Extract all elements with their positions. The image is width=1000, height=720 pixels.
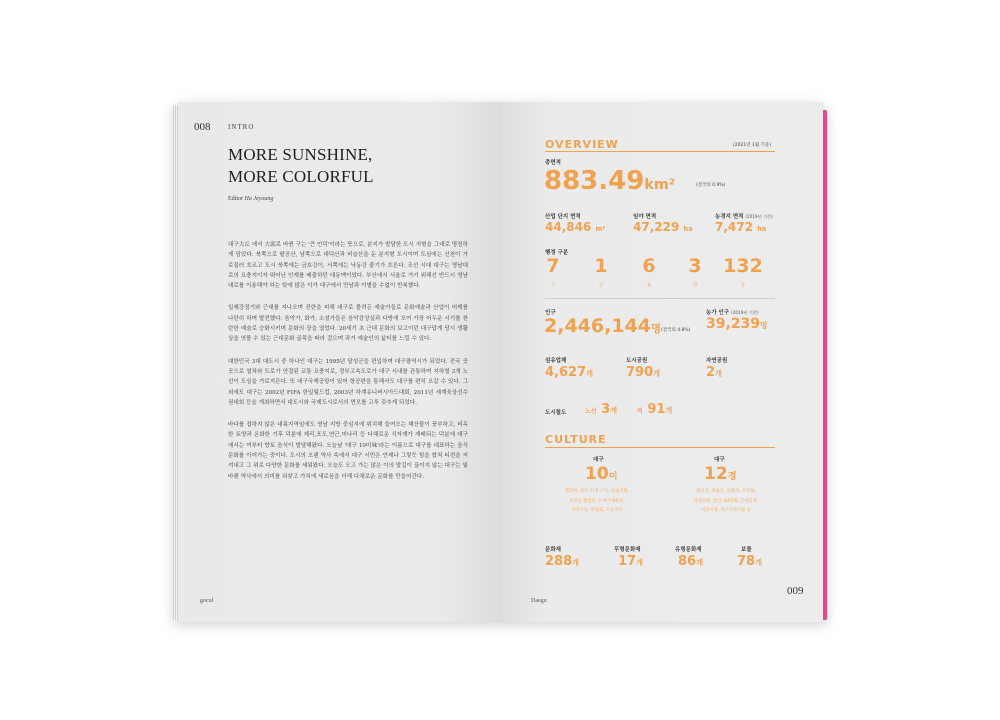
farmland-value: [715, 220, 766, 234]
footer-left: gocul: [200, 598, 214, 604]
paragraph-4: 바다를 접하지 않은 내륙지역임에도 영남 지방 중심지에 위치해 들여오는 해산물이 풍부하고, 비옥한 토양과 온화한 기후 덕분에 제리,포도,연근,미나리 등 다채로운 식자재가 재배되는 덕분에 대구에서는 여부터 향토 음식이 발달해왔다. 오늘날 '대구 10미味'라는 이름으로 대구를 대표하는 음식 문화를 이어가는 중이다. 도시의 오랜 역사 속에서 대구 시민은 언제나 그렇듯 힘을 합쳐 티전을 지켜내고 그 위로 다양한 문화를 세워왔다. 오늘도 오고 가는 많은 이의 발길이 끊이지 않는 대구는 빛바랜 역사에서 의미를 되찾고 가치에 새로움을 더해 다채로운 문화를 만들어간다.: [228, 422, 468, 480]
farmland-unit: ha: [757, 225, 767, 233]
fiber-number: 4,627: [545, 365, 587, 380]
page-title: [228, 144, 374, 188]
farmland-label-text: 농경지 면적: [715, 214, 744, 220]
park-value: [626, 365, 660, 380]
scene-value: [704, 464, 737, 484]
food-label: 대구: [593, 457, 604, 463]
farmland-label: [715, 212, 773, 220]
paragraph-1: 대구大丘 에서 大邱로 바뀐 구는 '큰 언덕'이라는 뜻으로, 분지가 발달한 도시 지형을 그대로 명징하게 담았다. 북쪽으로 팔공산, 남쪽으로 대덕산과 비슬산을 둔 분지형 도시이며 도심에는 신천이 가로질러 흐르고 도시 북쪽에는 금호강이, 서쪽에는 낙동강 줄기가 흐른다. 조선 시대 대구는 영남대로의 요충지이자 뛰어난 인재를 배출하던 대동맥이었다. 부산에서 서울로 가기 위해선 반드시 영남대로를 이용해야 하는 탓에 많은 이가 대구에서 만남과 이별을 수없이 반복했다.: [228, 242, 468, 290]
industrial-label: 산업 단지 면적: [545, 214, 581, 220]
farm-pop-label: [706, 308, 759, 316]
food-unit: 미: [608, 471, 618, 482]
heritage-value: [545, 554, 579, 569]
station-label: 역: [637, 408, 643, 415]
food-number: 10: [585, 464, 609, 484]
food-list-line-3: 야끼우동, 무침회, 누른국수: [571, 508, 623, 513]
scene-list-line-2: 달성공원, 앞산, 83타워, 근대골목,: [693, 498, 759, 504]
forest-number: 47,229: [633, 220, 680, 234]
station-number: 91: [647, 402, 666, 417]
farmland-note: (2019년 기준): [745, 214, 773, 219]
treasure-value: [737, 554, 762, 569]
culture-title: CULTURE: [545, 433, 607, 446]
admin-label: 행정 구분: [545, 250, 569, 256]
intangible-label: 무형문화재: [614, 547, 641, 553]
industrial-number: 44,846: [545, 220, 592, 234]
footer-right: Daegu: [531, 598, 547, 604]
farm-pop-label-text: 농가 인구: [706, 310, 730, 316]
total-area-note: (전국의 0.9%): [696, 183, 726, 188]
intangible-unit: 개: [636, 558, 643, 567]
treasure-number: 78: [737, 554, 756, 569]
station-stat: [637, 402, 672, 417]
intangible-value: [618, 554, 643, 569]
overview-title: OVERVIEW: [545, 138, 619, 151]
line-unit: 개: [610, 406, 618, 415]
population-number: 2,446,144: [544, 315, 651, 337]
page-number-right: 009: [787, 585, 804, 597]
pink-page-edge: [823, 110, 827, 620]
food-list: [537, 487, 657, 516]
admin-myeon-label: 면: [692, 283, 698, 288]
overview-rule: [545, 151, 775, 152]
line-label: 노선: [585, 408, 597, 415]
admin-gu-label: 구: [550, 283, 556, 288]
fiber-label: 섬유업체: [545, 358, 567, 364]
scene-list-line-1: 팔공산, 비슬산, 동화사, 수성못,: [696, 489, 756, 494]
park-number: 790: [626, 365, 654, 380]
open-book: [178, 102, 823, 622]
food-list-line-2: 동인동 찜갈비, 논메기매운탕,: [569, 498, 625, 504]
divider-1: [545, 298, 775, 299]
admin-eup-label: 읍: [646, 283, 652, 288]
scene-number: 12: [704, 464, 728, 484]
total-area-unit: km²: [644, 177, 676, 193]
left-page: [178, 102, 501, 622]
scene-label: 대구: [714, 457, 725, 463]
park-label: 도시공원: [626, 358, 648, 364]
admin-gun-value: 1: [594, 255, 608, 277]
date-note: (2021년 1월 기준): [733, 143, 772, 148]
heritage-unit: 개: [572, 558, 580, 567]
fiber-unit: 개: [586, 369, 594, 378]
editor-label: Editor: [228, 196, 243, 202]
tangible-unit: 개: [696, 558, 703, 567]
admin-gu-value: 7: [546, 255, 560, 277]
page-number-left: 008: [194, 121, 211, 133]
admin-dong-value: 132: [723, 255, 763, 277]
natural-park-label: 자연공원: [706, 358, 728, 364]
total-area-label: 총면적: [545, 160, 561, 166]
food-value: [585, 464, 618, 484]
scene-unit: 경: [727, 471, 737, 482]
heritage-number: 288: [545, 554, 573, 569]
body-text: [228, 240, 468, 494]
editor-credit: [228, 196, 273, 202]
tangible-value: [678, 554, 703, 569]
scene-list: [661, 487, 791, 516]
farm-pop-number: 39,239: [706, 316, 761, 332]
culture-rule: [545, 447, 775, 448]
forest-label: 임야 면적: [633, 214, 657, 220]
intangible-number: 17: [618, 554, 637, 569]
section-tag: INTRO: [228, 123, 255, 131]
tangible-number: 86: [678, 554, 697, 569]
population-value: [544, 315, 661, 337]
fiber-value: [545, 365, 593, 380]
food-list-line-1: 찜갈비, 뭉티기(생고기), 따로국밥,: [564, 489, 630, 494]
editor-name: Ha Jeyoung: [244, 196, 274, 202]
title-line-1: MORE SUNSHINE,: [228, 145, 373, 164]
paragraph-2: 일제강점기와 근대를 지나오며 전란을 피해 대구로 몰려든 예술가들로 문화예술과 산업이 어깨를 나란히 하며 발전했다. 음악가, 화가, 소설가들은 음악감상실과 다방에 모여 가장 어두운 시기를 찬란한 예술로 승화시키며 문화의 장을 열었다. 20세기 초 근대 문화의 보고이던 대구답게 당시 생활상을 엿볼 수 있는 근대문화 골목을 따라 걸으며 과거 예술인의 삶터를 느낄 수 있다.: [228, 305, 468, 343]
natural-park-value: [706, 365, 722, 380]
farm-pop-note: (2019년 기준): [731, 310, 759, 315]
total-area-value: [544, 166, 675, 196]
station-unit: 개: [665, 406, 673, 415]
railway-label: 도시철도: [545, 410, 567, 416]
scene-list-line-3: 서문시장, 대구스타디움 등: [701, 508, 751, 513]
title-line-2: MORE COLORFUL: [228, 167, 374, 186]
natural-park-unit: 개: [715, 369, 722, 378]
paragraph-3: 대한민국 3대 대도시 중 하나인 대구는 1995년 달성군을 편입하며 대구광역시가 되었다. 전국 곳곳으로 열차와 도로가 연결된 교통 요충지로, 경부고속도로가 대구 시내를 관통하며 지하철 3개 노선이 도심을 가로지른다. 또 대구국제공항이 있어 항공편을 통해서도 대구를 편히 오갈 수 있다. 그 외에도 대구는 2002년 FIFA 한일월드컵, 2003년 하계유니버시아드대회, 2011년 세계육상선수권대회 등을 개최하면서 대도시와 국제도시로서의 면모를 고루 갖추게 되었다.: [228, 358, 468, 406]
heritage-label: 문화재: [545, 547, 561, 553]
right-page: [501, 102, 823, 622]
park-unit: 개: [653, 369, 661, 378]
population-unit: 명: [650, 323, 662, 335]
treasure-unit: 개: [755, 558, 762, 567]
natural-park-number: 2: [706, 365, 716, 380]
farm-pop-unit: 명: [760, 321, 768, 330]
treasure-label: 보물: [741, 547, 752, 553]
admin-gun-label: 군: [598, 283, 604, 288]
admin-eup-value: 6: [642, 255, 656, 277]
line-number: 3: [601, 402, 611, 417]
industrial-value: [545, 220, 605, 234]
forest-unit: ha: [683, 225, 693, 233]
industrial-unit: m²: [595, 225, 606, 233]
admin-dong-label: 동: [740, 283, 746, 288]
tangible-label: 유형문화재: [675, 547, 702, 553]
forest-value: [633, 220, 693, 234]
farm-pop-value: [706, 316, 767, 332]
farmland-number: 7,472: [715, 220, 753, 234]
admin-myeon-value: 3: [688, 255, 702, 277]
population-note: (전국의 4.8%): [661, 328, 691, 333]
line-stat: [585, 402, 617, 417]
population-label: 인구: [545, 310, 556, 316]
total-area-number: 883.49: [544, 166, 645, 196]
